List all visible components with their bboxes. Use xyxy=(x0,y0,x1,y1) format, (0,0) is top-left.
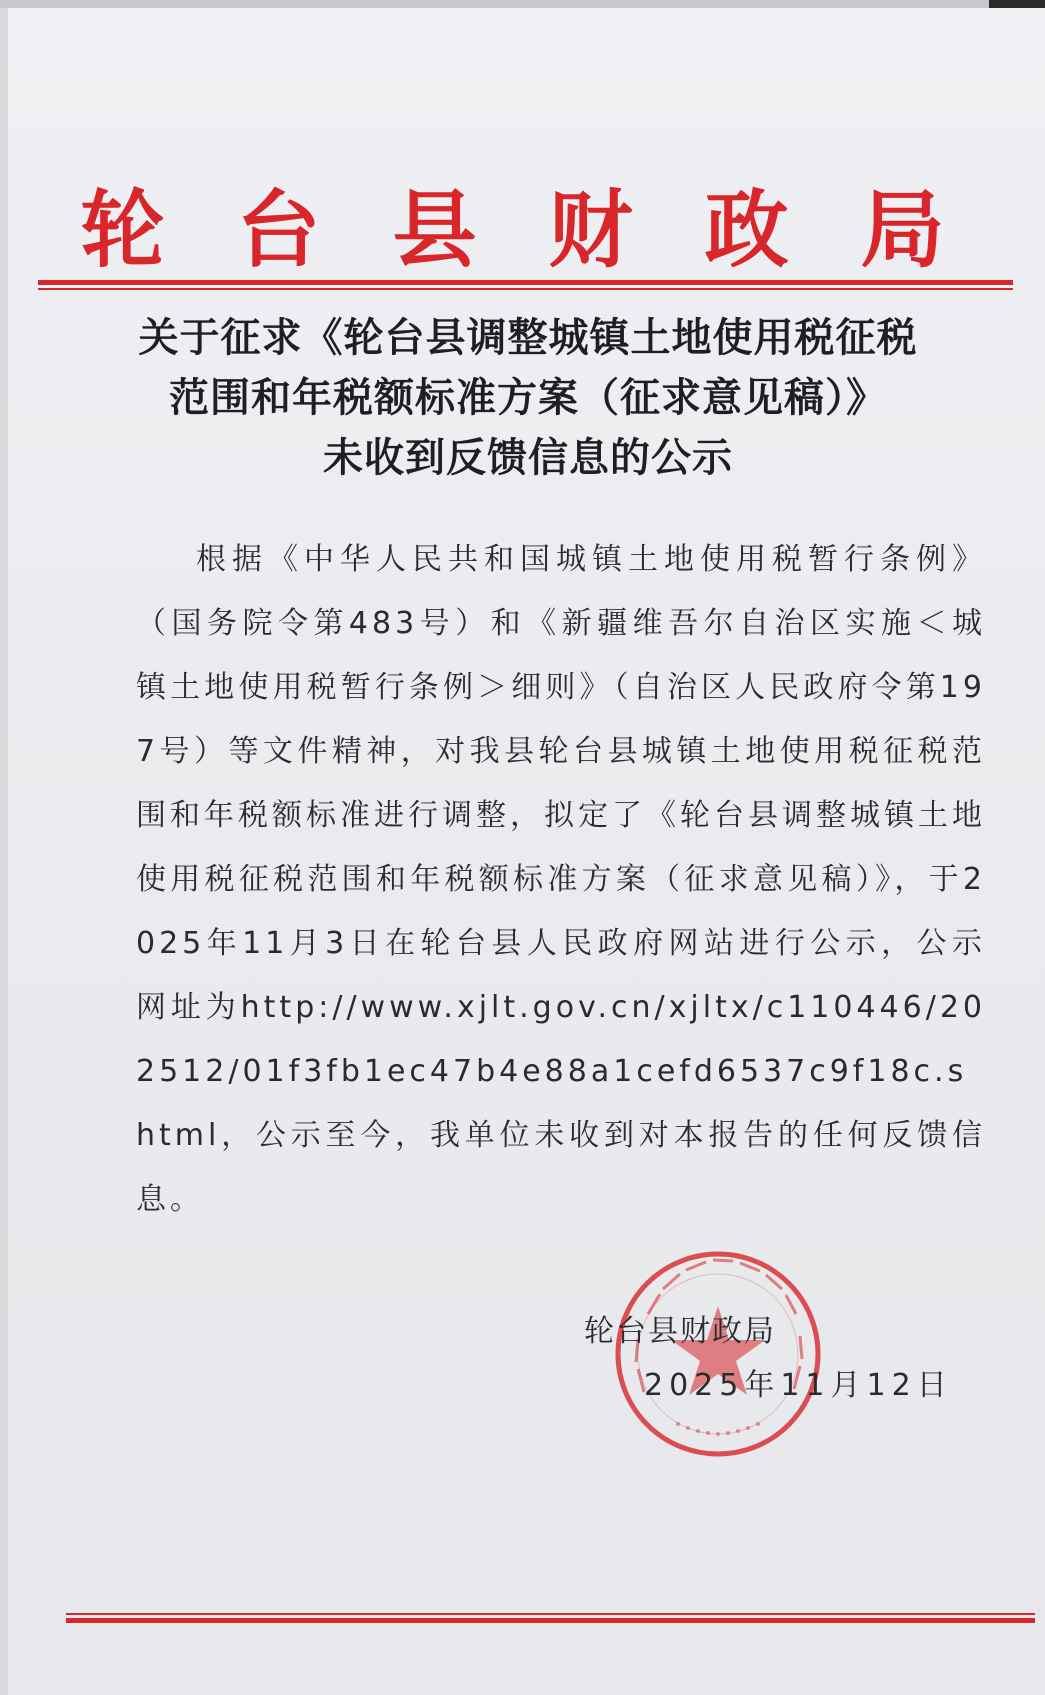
document-body: 根据《中华人民共和国城镇土地使用税暂行条例》（国务院令第483号）和《新疆维吾尔自治区实施＜城镇土地使用税暂行条例＞细则》（自治区人民政府令第197号）等文件精神，对我县轮台县城镇土地使用税征税范围和年税额标准进行调整，拟定了《轮台县调整城镇土地使用税征税范围和年税额标准方案（征求意见稿）》，于2025年11月3日在轮台县人民政府网站进行公示，公示网址为http://www.xjlt.gov.cn/xjltx/c110446/202512/01f3fb1ec47b4e88a1cefd6537c9f18c.shtml，公示至今，我单位未收到对本报告的任何反馈信息。 xyxy=(136,542,986,1217)
title-line-3: 未收到反馈信息的公示 xyxy=(323,435,733,481)
footer-red-line xyxy=(66,1613,1035,1623)
footer-line-thin xyxy=(66,1613,1035,1615)
title-line-2: 范围和年税额标准方案（征求意见稿）》 xyxy=(169,375,887,421)
letterhead-red-line xyxy=(38,280,1013,290)
red-line-thin xyxy=(38,288,1013,290)
title-line-1: 关于征求《轮台县调整城镇土地使用税征税 xyxy=(138,315,918,361)
signature-date: 2025年11月12日 xyxy=(644,1368,953,1403)
red-line-thick xyxy=(38,280,1013,285)
official-seal xyxy=(608,1244,828,1464)
footer-line-thick xyxy=(66,1618,1035,1623)
corner-shadow xyxy=(989,0,1045,8)
photo-top-edge xyxy=(0,0,1045,8)
document-title xyxy=(68,308,988,488)
letterhead-org-name: 轮台县财政局 xyxy=(80,181,1017,279)
signature-org: 轮台县财政局 xyxy=(584,1314,776,1349)
document-page xyxy=(8,8,1045,1695)
